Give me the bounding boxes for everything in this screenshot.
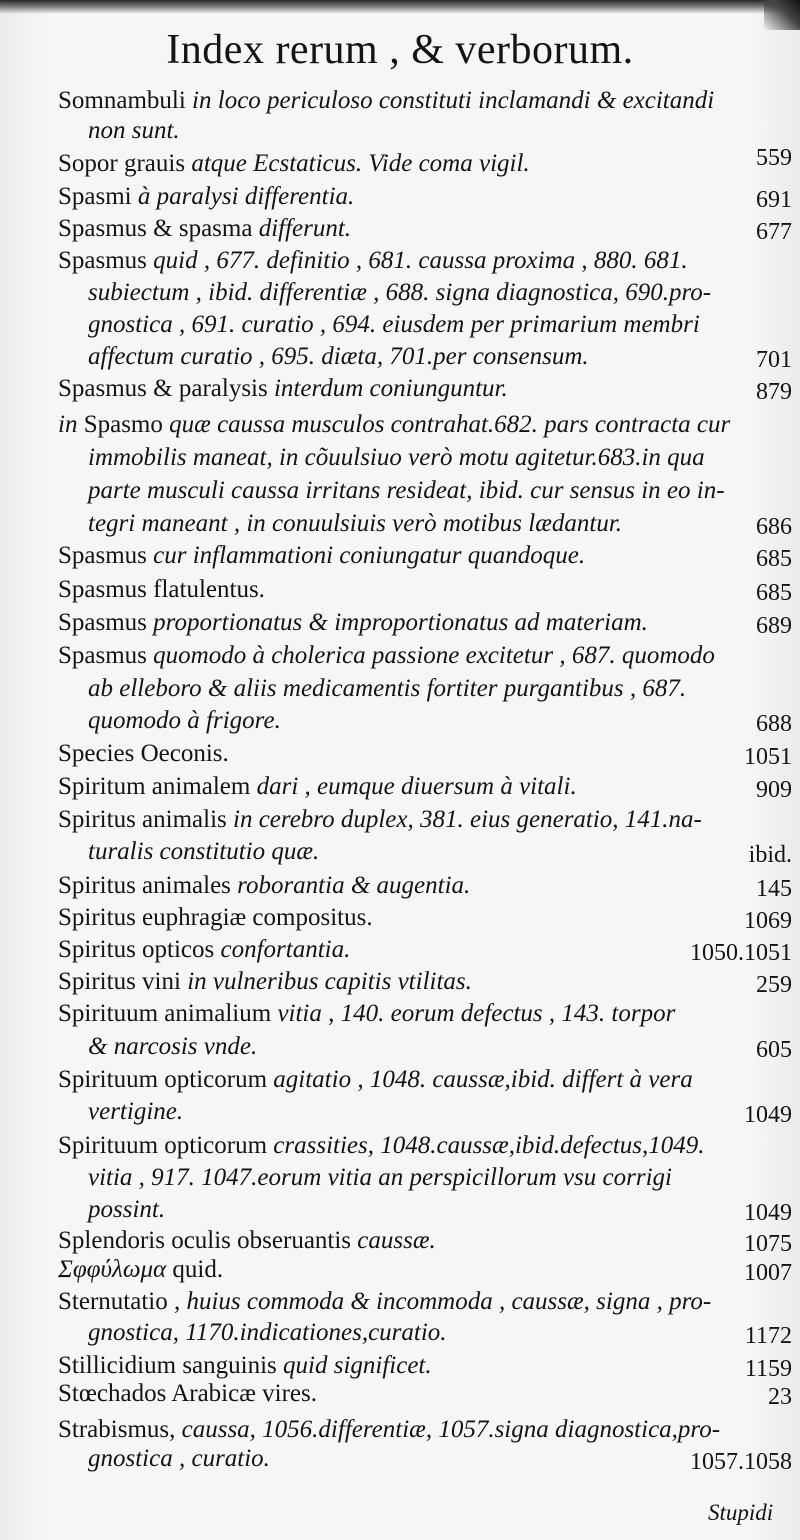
index-line xyxy=(58,374,508,404)
entry-text-italic: gnostica , 691. curatio , 694. eiusdem per primarium membri xyxy=(88,311,700,338)
catchword: Stupidi xyxy=(708,1500,774,1525)
page-reference: ibid. xyxy=(748,842,792,868)
page-reference: 685 xyxy=(756,580,792,606)
entry-text-italic: vitia , 140. eorum defectus , 143. torpor xyxy=(277,1000,676,1027)
entry-text-italic: tegri maneant , in conuulsiuis verò motibus lædantur. xyxy=(88,510,623,537)
entry-text-italic: immobilis maneat, in cõuulsiuo verò motu agitetur.683.in qua xyxy=(88,444,705,471)
index-line xyxy=(58,871,470,901)
index-line xyxy=(58,1415,720,1445)
entry-text-italic: gnostica , curatio. xyxy=(88,1445,270,1472)
index-line xyxy=(58,541,585,571)
index-line xyxy=(88,342,589,372)
page-reference: 1051 xyxy=(744,744,792,770)
page-reference: 909 xyxy=(756,777,792,803)
entry-text-italic: in xyxy=(58,411,84,438)
entry-text-italic: gnostica, 1170.indicationes,curatio. xyxy=(88,1319,447,1346)
page-reference: 259 xyxy=(756,972,792,998)
page-reference: 1007 xyxy=(744,1260,792,1286)
entry-headword: Spasmus xyxy=(58,247,154,274)
entry-headword: Sternutatio , xyxy=(58,1288,187,1315)
entry-text-italic: Σφφύλωμα xyxy=(58,1256,173,1283)
index-line xyxy=(58,903,373,933)
entry-text-italic: parte musculi caussa irritans resideat, ibid. cur sensus in eo in- xyxy=(88,477,725,504)
entry-text-italic: interdum coniunguntur. xyxy=(273,375,508,402)
entry-text-italic: in vulneribus capitis vtilitas. xyxy=(187,968,472,995)
page-reference: 677 xyxy=(756,219,792,245)
entry-headword: Spirituum opticorum xyxy=(58,1132,274,1159)
entry-headword: Stillicidium sanguinis xyxy=(58,1352,284,1379)
page-reference: 1159 xyxy=(744,1356,792,1382)
index-line xyxy=(58,149,530,179)
page-reference: 1057.1058 xyxy=(690,1449,792,1475)
index-line xyxy=(58,86,714,116)
entry-text-italic: agitatio , 1048. caussæ,ibid. differt à vera xyxy=(273,1066,693,1093)
page-reference: 23 xyxy=(768,1384,792,1410)
entry-text-italic: & narcosis vnde. xyxy=(88,1033,258,1060)
entry-text-italic: ab elleboro & aliis medicamentis fortiter purgantibus , 687. xyxy=(88,675,687,702)
entry-headword: Spasmo xyxy=(83,411,170,438)
page-reference: 686 xyxy=(756,514,792,540)
index-line xyxy=(58,1379,317,1409)
index-line xyxy=(58,805,702,835)
entry-text-italic: differunt. xyxy=(258,215,352,242)
entry-text-italic: in loco periculoso constituti inclamandi & excitandi xyxy=(192,87,715,114)
entry-text-italic: quomodo à frigore. xyxy=(88,707,281,734)
entry-text-italic: non sunt. xyxy=(88,117,180,144)
entry-text-italic: turalis constitutio quæ. xyxy=(88,838,320,865)
entry-headword: Spasmus xyxy=(58,609,154,636)
page-reference: 685 xyxy=(756,546,792,572)
entry-text-italic: quid , 677. definitio , 681. caussa proxima , 880. 681. xyxy=(153,247,688,274)
entry-text-italic: cur inflammationi coniungatur quandoque. xyxy=(153,542,586,569)
entry-text-italic: atque Ecstaticus. Vide coma vigil. xyxy=(191,150,530,177)
index-line xyxy=(58,935,350,965)
index-line xyxy=(58,608,648,638)
index-line xyxy=(88,1097,183,1127)
entry-headword: Sopor grauis xyxy=(58,150,192,177)
page-reference: 605 xyxy=(756,1037,792,1063)
entry-headword: Spiritus euphragiæ compositus. xyxy=(58,904,373,931)
entry-text-italic: roborantia & augentia. xyxy=(237,872,471,899)
page-reference: 688 xyxy=(756,711,792,737)
entry-headword: quid. xyxy=(172,1256,224,1283)
entry-headword: Spasmus & spasma xyxy=(58,215,259,242)
entry-text-italic: caussa, 1056.differentiæ, 1057.signa diagnostica,pro- xyxy=(181,1416,721,1443)
entry-headword: Spiritum animalem xyxy=(58,773,257,800)
page-reference: 145 xyxy=(756,876,792,902)
index-line xyxy=(58,410,730,440)
index-line xyxy=(88,1444,270,1474)
entry-text-italic: in cerebro duplex, 381. eius generatio, 141.na- xyxy=(233,806,702,833)
entry-text-italic: affectum curatio , 695. diæta, 701.per consensum. xyxy=(88,343,589,370)
index-line xyxy=(58,1351,432,1381)
page-reference: 1075 xyxy=(744,1231,792,1257)
entry-text-italic: huius commoda & incommoda , caussæ, signa , pro- xyxy=(186,1288,712,1315)
index-line xyxy=(88,116,180,146)
entry-headword: Spiritus opticos xyxy=(58,936,221,963)
entry-headword: Spirituum opticorum xyxy=(58,1066,274,1093)
index-line xyxy=(88,674,686,704)
entry-text-italic: subiectum , ibid. differentiæ , 688. signa diagnostica, 690.pro- xyxy=(88,279,712,306)
index-line xyxy=(58,1226,436,1256)
page-reference: 1049 xyxy=(744,1102,792,1128)
index-line xyxy=(58,641,715,671)
entry-headword: Spiritus vini xyxy=(58,968,188,995)
entry-headword: Stœchados Arabicæ vires. xyxy=(58,1380,317,1407)
index-line xyxy=(58,1255,223,1285)
entry-text-italic: caussæ. xyxy=(357,1227,436,1254)
index-line xyxy=(88,1163,672,1193)
page-reference: 691 xyxy=(756,187,792,213)
page-reference: 701 xyxy=(756,347,792,373)
index-line xyxy=(58,967,472,997)
entry-text-italic: quæ caussa musculos contrahat.682. pars contracta cur xyxy=(169,411,731,438)
index-line xyxy=(58,772,577,802)
index-line xyxy=(88,706,281,736)
index-line xyxy=(88,310,700,340)
index-line xyxy=(88,1195,165,1225)
entry-headword: Spiritus animalis xyxy=(58,806,233,833)
index-line xyxy=(58,182,354,212)
index-line xyxy=(58,999,675,1029)
running-head: Index rerum , & verborum. xyxy=(166,27,634,73)
page-reference: 689 xyxy=(756,613,792,639)
page-reference: 559 xyxy=(756,145,792,171)
entry-text-italic: possint. xyxy=(88,1196,166,1223)
index-line xyxy=(88,509,622,539)
entry-headword: Species Oeconis. xyxy=(58,740,229,767)
index-line xyxy=(58,1287,711,1317)
index-line xyxy=(88,837,319,867)
index-line xyxy=(58,246,688,276)
entry-text-italic: à paralysi differentia. xyxy=(137,183,355,210)
page-reference: 879 xyxy=(756,379,792,405)
page-reference: 1172 xyxy=(744,1323,792,1349)
entry-headword: Spiritus animales xyxy=(58,872,238,899)
index-line xyxy=(58,1131,705,1161)
entry-headword: Spasmi xyxy=(58,183,138,210)
entry-headword: Strabismus, xyxy=(58,1416,182,1443)
page-reference: 1049 xyxy=(744,1200,792,1226)
index-line xyxy=(88,278,711,308)
index-line xyxy=(88,1032,257,1062)
index-line xyxy=(88,443,705,473)
entry-text-italic: quomodo à cholerica passione excitetur , 687. quomodo xyxy=(153,642,715,669)
entry-text-italic: quid significet. xyxy=(283,1352,432,1379)
entry-text-italic: proportionatus & improportionatus ad materiam. xyxy=(153,609,648,636)
index-line xyxy=(88,1318,447,1348)
index-line xyxy=(58,1065,693,1095)
index-line xyxy=(88,476,725,506)
entry-headword: Spasmus xyxy=(58,542,154,569)
entry-text-italic: vitia , 917. 1047.eorum vitia an perspicillorum vsu corrigi xyxy=(88,1164,672,1191)
index-line xyxy=(58,739,229,769)
entry-text-italic: dari , eumque diuersum à vitali. xyxy=(256,773,577,800)
index-line xyxy=(58,575,265,605)
entry-headword: Splendoris oculis obseruantis xyxy=(58,1227,358,1254)
entry-headword: Spirituum animalium xyxy=(58,1000,278,1027)
entry-headword: Somnambuli xyxy=(58,87,193,114)
page-reference: 1069 xyxy=(744,908,792,934)
page-reference: 1050.1051 xyxy=(690,940,792,966)
entry-text-italic: crassities, 1048.caussæ,ibid.defectus,1049. xyxy=(273,1132,705,1159)
index-line xyxy=(58,214,351,244)
entry-headword: Spasmus & paralysis xyxy=(58,375,274,402)
entry-headword: Spasmus xyxy=(58,642,154,669)
entry-headword: Spasmus flatulentus. xyxy=(58,576,265,603)
entry-text-italic: vertigine. xyxy=(88,1098,184,1125)
entry-text-italic: confortantia. xyxy=(220,936,351,963)
